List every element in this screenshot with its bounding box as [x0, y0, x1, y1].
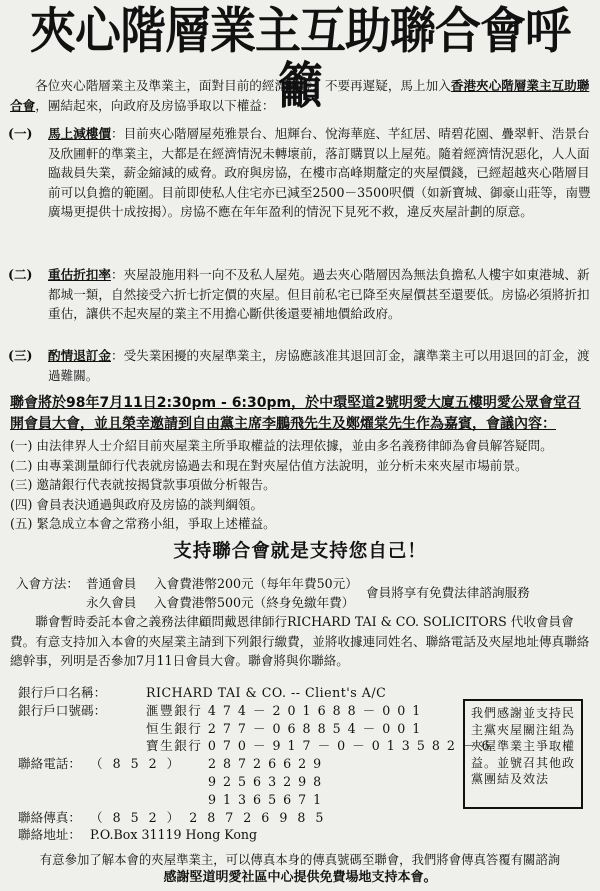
demand-item-2 [8, 265, 594, 324]
address-label: 聯絡地址： [18, 827, 81, 843]
meeting-guests: ，並且榮幸邀請到自由黨主席李鵬飛先生及鄭燿棠先生作為嘉賓 [80, 416, 472, 432]
organization-name: 香港夾心階層業主互助聯合會 [10, 78, 590, 113]
agenda-item: (二) 由專業測量師行代表就房協過去和現在對夾屋估值方法說明，並分析未來夾屋市場前景。 [10, 457, 528, 473]
demand-number: (三) [8, 348, 33, 363]
entrust-paragraph: 聯會暫時委託本會之義務法律顧問戴恩律師行RICHARD TAI & CO. SOLICITORS 代收會員會費。有意支持加入本會的夾屋業主請到下列銀行繳費，並將收據連同姓名、聯絡電話及夾屋地址傳真聯絡總幹事，列明是否參加7月11日會員大會。聯會將與你聯絡。 [10, 614, 590, 668]
closing-line: 有意參加了解本會的夾屋準業主，可以傳真本身的傳真號碼至聯會，我們將會傳真答覆有關諮詢 [39, 852, 561, 867]
demand-number: (一) [8, 126, 33, 141]
bank-name-label: 銀行戶口名稱： [18, 685, 107, 700]
slogan: 支持聯合會就是支持您自己！ [173, 541, 427, 562]
fax-label: 聯絡傳真： [18, 809, 81, 825]
agenda-item: (一) 由法律界人士介紹目前夾屋業主所爭取權益的法理依據，並由多名義務律師為會員解答疑問。 [10, 438, 553, 453]
page-title: 夾心階層業主互助聯合會呼籲 [30, 1, 570, 115]
phone-number: 9 2 5 6 3 2 9 8 [208, 773, 323, 789]
support-note-box: 我們感謝並支持民主黨夾屋關注組為夾屋準業主爭取權益。並號召其他政黨團結及效法 [463, 699, 583, 809]
membership-type: 永久會員 [86, 595, 137, 610]
demand-heading: 馬上減樓價 [48, 126, 111, 141]
demand-item-1 [8, 124, 594, 222]
bank-account: 寶生銀行 0 7 0 － 9 1 7 － 0 － 0 1 3 5 8 2 － 6 [146, 738, 491, 754]
meeting-announcement [10, 393, 594, 435]
address-value: P.O.Box 31119 Hong Kong [90, 827, 258, 843]
phone-prefix: （ 8 5 2 ） [90, 756, 183, 772]
thanks-line: 感謝堅道明愛社區中心提供免費場地支持本會。 [163, 870, 437, 885]
demand-item-3 [8, 346, 594, 385]
payment-contact-details [18, 684, 491, 844]
intro-paragraph [10, 76, 592, 115]
fax-number: （ 8 5 2 ） 2 8 7 2 6 9 8 5 [90, 809, 327, 825]
phone-label: 聯絡電話： [18, 756, 81, 772]
demand-body: ：夾屋設施用料一向不及私人屋苑。過去夾心階層因為無法負擔私人樓宇如東港城、新都城一類，自然接受六折七折定價的夾屋。但目前私宅已降至夾屋價甚至還要低。房協必須將折扣重估，讓供不起夾屋的業主不用擔心斷供後還要補地價給政府。 [48, 267, 590, 321]
bank-number-label: 銀行戶口號碼： [18, 702, 107, 718]
membership-fee: 入會費港幣500元（終身免繳年費） [154, 595, 355, 610]
phone-number: 9 1 3 6 5 6 7 1 [208, 791, 323, 807]
phone-number: 2 8 7 2 6 6 2 9 [208, 756, 323, 772]
bank-account: 恒生銀行 2 7 7 － 0 6 8 8 5 4 － 0 0 1 [146, 720, 422, 736]
intro-text-end: ，團結起來，向政府及房協爭取以下權益： [35, 97, 275, 113]
agenda-item: (五) 緊急成立本會之常務小組，爭取上述權益。 [10, 516, 276, 532]
membership-fee: 入會費港幣200元（每年年費50元） [154, 576, 358, 591]
demand-number: (二) [8, 267, 33, 282]
intro-text: 各位夾心階層業主及準業主，面對目前的經濟困境，不要再遲疑，馬上加入 [35, 78, 451, 93]
agenda-item: (三) 邀請銀行代表就按揭貸款事項做分析報告。 [10, 477, 276, 493]
demand-heading: 重估折扣率 [48, 267, 111, 282]
bank-name-value: RICHARD TAI & CO. -- Client's A/C [146, 685, 387, 700]
meeting-agenda-intro: ，會議內容： [472, 416, 556, 432]
membership-benefit: 會員將享有免費法律諮詢服務 [366, 585, 530, 600]
meeting-details: 聯會將於98年7月11日2:30pm - 6:30pm，於中環堅道2號明愛大廈五樓明愛公眾會堂召開會員大會 [10, 395, 581, 432]
closing-notes [0, 851, 600, 887]
membership-fees [16, 574, 596, 612]
bank-account: 滙豐銀行 4 7 4 － 2 0 1 6 8 8 － 0 0 1 [146, 702, 422, 718]
demand-heading: 酌情退訂金 [48, 348, 111, 363]
demand-body: ：目前夾心階層屋苑雅景台、旭輝台、悅海華庭、芊紅居、晴碧花園、疊翠軒、浩景台及欣圃軒的準業主，大都是在經濟情況未轉壞前，落訂購買以上屋苑。隨着經濟情況惡化，人人面臨裁員失業，薪金縮減的威脅。政府與房協，在樓市高峰期釐定的夾屋價錢，已經超越夾心階層目前可以負擔的範圍。目前即使私人住宅亦已減至2500－3500呎價（如新寶城、御豪山莊等，南豐廣場更提供十成按揭）。房協不應在年年盈利的情況下見死不救，違反夾屋計劃的原意。 [48, 126, 591, 219]
demand-body: ：受失業困擾的夾屋準業主，房協應該准其退回訂金，讓準業主可以用退回的訂金，渡過難關。 [48, 348, 590, 383]
membership-label: 入會方法： [16, 576, 79, 591]
meeting-agenda-list [10, 436, 594, 534]
agenda-item: (四) 會員表決通過與政府及房協的談判綱領。 [10, 496, 264, 512]
membership-type: 普通會員 [86, 576, 137, 591]
